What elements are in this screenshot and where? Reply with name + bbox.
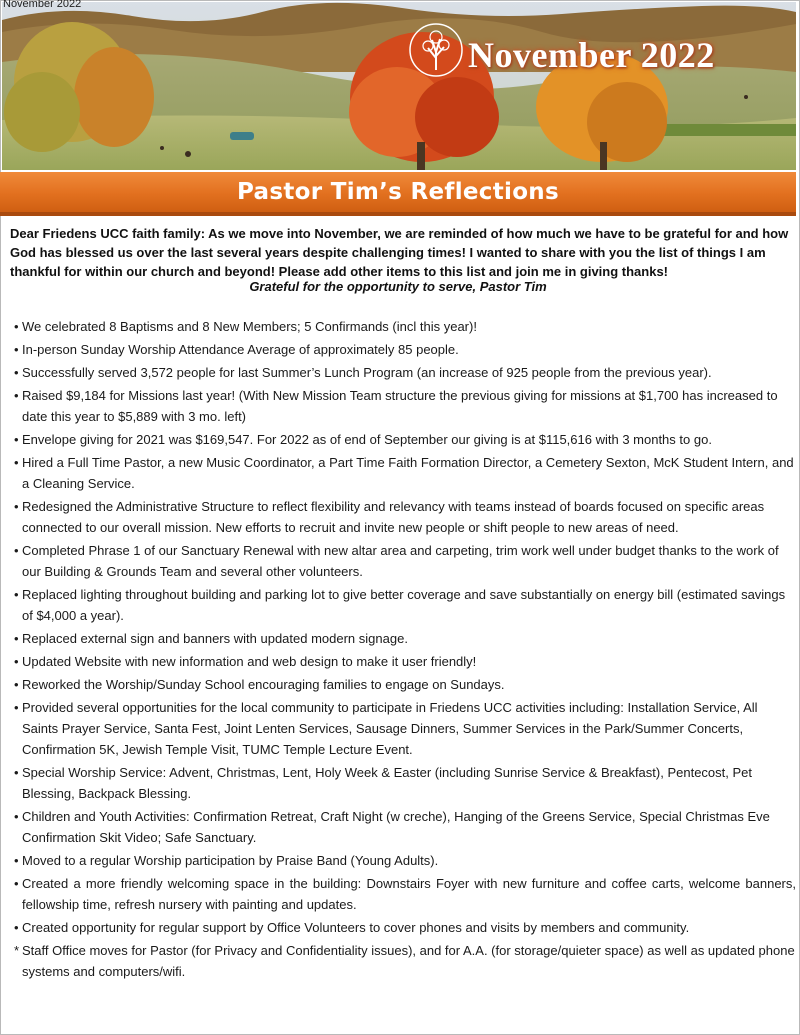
bullet-icon: • <box>14 876 19 891</box>
bullet-icon: • <box>14 587 19 602</box>
list-item <box>14 873 796 915</box>
bullet-icon: • <box>14 700 19 715</box>
list-item-text: Children and Youth Activities: Confirmation Retreat, Craft Night (w creche), Hanging of the Greens Service, Special Christmas Eve Confirmation Skit Video; Safe Sanctuary. <box>22 809 770 845</box>
bullet-icon: • <box>14 765 19 780</box>
list-item-text: Created a more friendly welcoming space in the building: Downstairs Foyer with new furniture and coffee carts, welcome banners, fellowship time, refresh nursery with painting and updates. <box>22 876 796 912</box>
bullet-icon: • <box>14 809 19 824</box>
list-item-text: Created opportunity for regular support by Office Volunteers to cover phones and visits by members and community. <box>22 920 690 935</box>
list-item <box>14 940 796 982</box>
list-item <box>14 339 796 360</box>
list-item <box>14 651 796 672</box>
list-item-text: Envelope giving for 2021 was $169,547. For 2022 as of end of September our giving is at $115,616 with 3 months to go. <box>22 432 712 447</box>
thankful-list <box>14 316 796 984</box>
asterisk-icon: * <box>14 943 20 958</box>
list-item-text: Replaced external sign and banners with updated modern signage. <box>22 631 408 646</box>
bullet-icon: • <box>14 654 19 669</box>
banner-title: November 2022 <box>468 35 715 75</box>
list-item <box>14 385 796 427</box>
list-item-text: Special Worship Service: Advent, Christmas, Lent, Holy Week & Easter (including Sunrise Service & Breakfast), Pentecost, Pet Blessing, Backpack Blessing. <box>22 765 753 801</box>
intro-paragraph: Dear Friedens UCC faith family: As we move into November, we are reminded of how much we have to be grateful for and how God has blessed us over the last several years despite challenging times! I wanted to share with you the list of things I am thankful for within our church and beyond! Please add other items to this list and join me in giving thanks! <box>10 226 789 279</box>
list-item-text: Replaced lighting throughout building and parking lot to give better coverage and save substantially on energy bill (estimated savings of $4,000 a year). <box>22 587 786 623</box>
list-item-text: Moved to a regular Worship participation by Praise Band (Young Adults). <box>22 853 439 868</box>
list-item <box>14 628 796 649</box>
list-item-text: Reworked the Worship/Sunday School encouraging families to engage on Sundays. <box>22 677 505 692</box>
list-item <box>14 452 796 494</box>
header-banner <box>2 2 796 170</box>
list-item <box>14 316 796 337</box>
list-item-text: Hired a Full Time Pastor, a new Music Coordinator, a Part Time Faith Formation Director, a Cemetery Sexton, McK Student Intern, and a Cleaning Service. <box>22 455 794 491</box>
list-item <box>14 674 796 695</box>
corner-date: November 2022 <box>3 0 82 10</box>
bullet-icon: • <box>14 388 19 403</box>
autumn-landscape-image <box>2 2 796 170</box>
bullet-icon: • <box>14 319 19 334</box>
list-item <box>14 917 796 938</box>
list-item <box>14 850 796 871</box>
list-item <box>14 362 796 383</box>
signature-line: Grateful for the opportunity to serve, Pastor Tim <box>249 279 547 294</box>
list-item-text: Redesigned the Administrative Structure to reflect flexibility and relevancy with teams instead of boards focused on specific areas connected to our overall mission. New efforts to recruit and invite new people or shift people to new areas of need. <box>22 499 765 535</box>
list-item-text: In-person Sunday Worship Attendance Average of approximately 85 people. <box>22 342 459 357</box>
list-item-text: We celebrated 8 Baptisms and 8 New Members; 5 Confirmands (incl this year)! <box>22 319 477 334</box>
list-item-text: Completed Phrase 1 of our Sanctuary Renewal with new altar area and carpeting, trim work well under budget thanks to the work of our Building & Grounds Team and several other volunteers. <box>22 543 779 579</box>
list-item <box>14 429 796 450</box>
list-item-text: Provided several opportunities for the local community to participate in Friedens UCC activities including: Installation Service, All Saints Prayer Service, Santa Fest, Joint Lenten Services, Sausage Dinners, Summer Services in the Park/Summer Concerts, Confirmation 5K, Jewish Temple Visit, TUMC Temple Lecture Event. <box>22 700 758 757</box>
bullet-icon: • <box>14 853 19 868</box>
bullet-icon: • <box>14 432 19 447</box>
bullet-icon: • <box>14 365 19 380</box>
list-item-text: Successfully served 3,572 people for last Summer’s Lunch Program (an increase of 925 people from the previous year). <box>22 365 712 380</box>
list-item <box>14 762 796 804</box>
bullet-icon: • <box>14 920 19 935</box>
section-header-bar <box>0 172 796 216</box>
list-item <box>14 697 796 760</box>
list-item <box>14 496 796 538</box>
list-item <box>14 806 796 848</box>
section-title: Pastor Tim’s Reflections <box>237 179 559 205</box>
list-item <box>14 584 796 626</box>
list-item-text: Updated Website with new information and web design to make it user friendly! <box>22 654 477 669</box>
church-logo-icon <box>408 22 464 83</box>
bullet-icon: • <box>14 631 19 646</box>
bullet-icon: • <box>14 342 19 357</box>
bullet-icon: • <box>14 677 19 692</box>
bullet-icon: • <box>14 499 19 514</box>
bullet-icon: • <box>14 543 19 558</box>
bullet-icon: • <box>14 455 19 470</box>
list-item-text: Staff Office moves for Pastor (for Privacy and Confidentiality issues), and for A.A. (for storage/quieter space) as well as updated phone systems and computers/wifi. <box>22 943 795 979</box>
list-item <box>14 540 796 582</box>
list-item-text: Raised $9,184 for Missions last year! (With New Mission Team structure the previous giving for missions at $1,700 has increased to date this year to $5,889 with 3 mo. left) <box>22 388 778 424</box>
